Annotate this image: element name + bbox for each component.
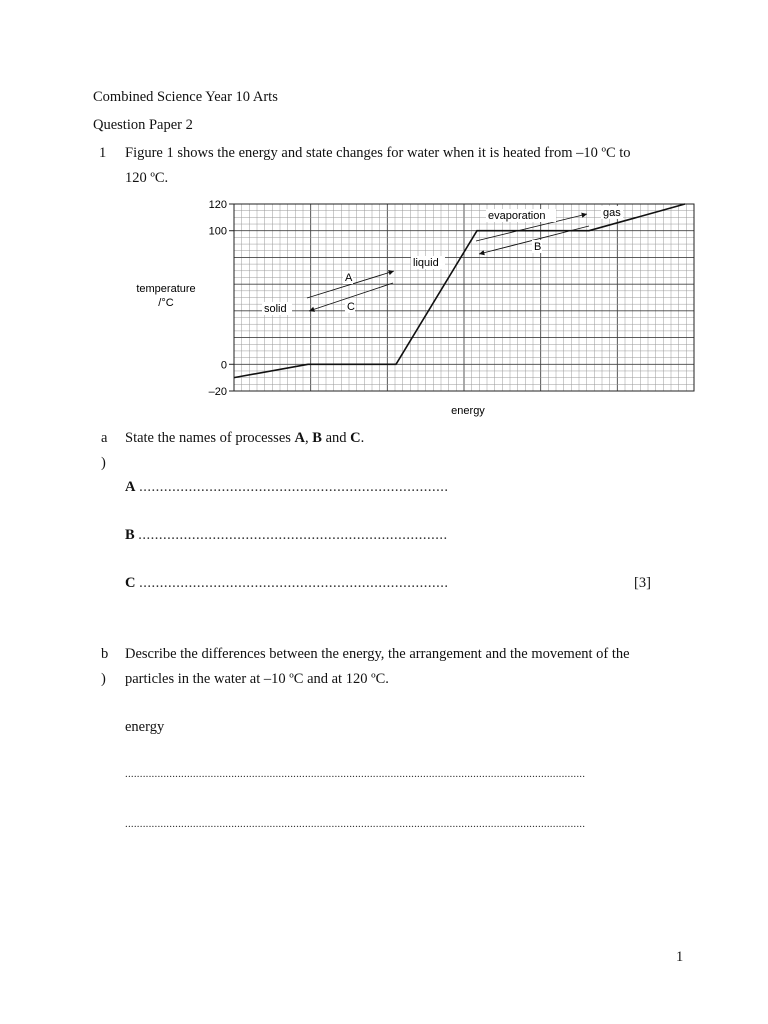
course-title: Combined Science Year 10 Arts: [93, 89, 278, 105]
chart-label-B: B: [534, 241, 542, 253]
part-b-line1: Describe the differences between the energy, the arrangement and the movement of the: [125, 646, 630, 662]
page-number: 1: [676, 949, 684, 965]
y-tick-label: –20: [208, 386, 227, 398]
y-axis-label-line2: /°C: [158, 297, 174, 309]
chart-grid: [234, 204, 694, 391]
answer-line-energy-1[interactable]: ............................................................................................................................................................: [125, 768, 586, 780]
y-tick-label: 0: [220, 359, 227, 372]
part-a-prompt: State the names of processes A, B and C.: [125, 430, 365, 446]
part-b-paren: ): [101, 671, 106, 687]
y-axis-label-line1: temperature: [136, 283, 196, 295]
answer-line-a[interactable]: A ...........................................................................: [125, 479, 449, 495]
answer-line-b[interactable]: B ...........................................................................: [125, 527, 448, 543]
part-a-label: a: [101, 430, 108, 446]
y-tick-label: 120: [208, 199, 227, 211]
answer-line-c[interactable]: C ...........................................................................: [125, 575, 449, 591]
answer-line-energy-2[interactable]: ............................................................................................................................................................: [125, 818, 586, 830]
part-b-line2: particles in the water at –10 ºC and at 120 ºC.: [125, 671, 389, 687]
question-text-line2: 120 ºC.: [125, 170, 169, 186]
x-axis-label: energy: [451, 405, 485, 417]
chart-label-solid: solid: [264, 303, 287, 315]
question-text-line1: Figure 1 shows the energy and state changes for water when it is heated from –10 ºC to: [125, 145, 631, 161]
question-number: 1: [99, 145, 107, 161]
chart-label-liquid: liquid: [413, 257, 439, 269]
chart-label-evaporation: evaporation: [488, 210, 546, 222]
energy-label: energy: [125, 719, 165, 735]
paper-title: Question Paper 2: [93, 117, 193, 133]
part-b-label: b: [101, 646, 109, 662]
chart-label-A: A: [345, 272, 353, 284]
y-tick-label: 100: [208, 225, 227, 238]
part-a-paren: ): [101, 455, 106, 471]
chart-label-gas: gas: [603, 207, 621, 219]
chart-label-C: C: [347, 301, 355, 313]
figure-1-chart: [0, 0, 768, 430]
marks-badge: [3]: [634, 575, 651, 591]
